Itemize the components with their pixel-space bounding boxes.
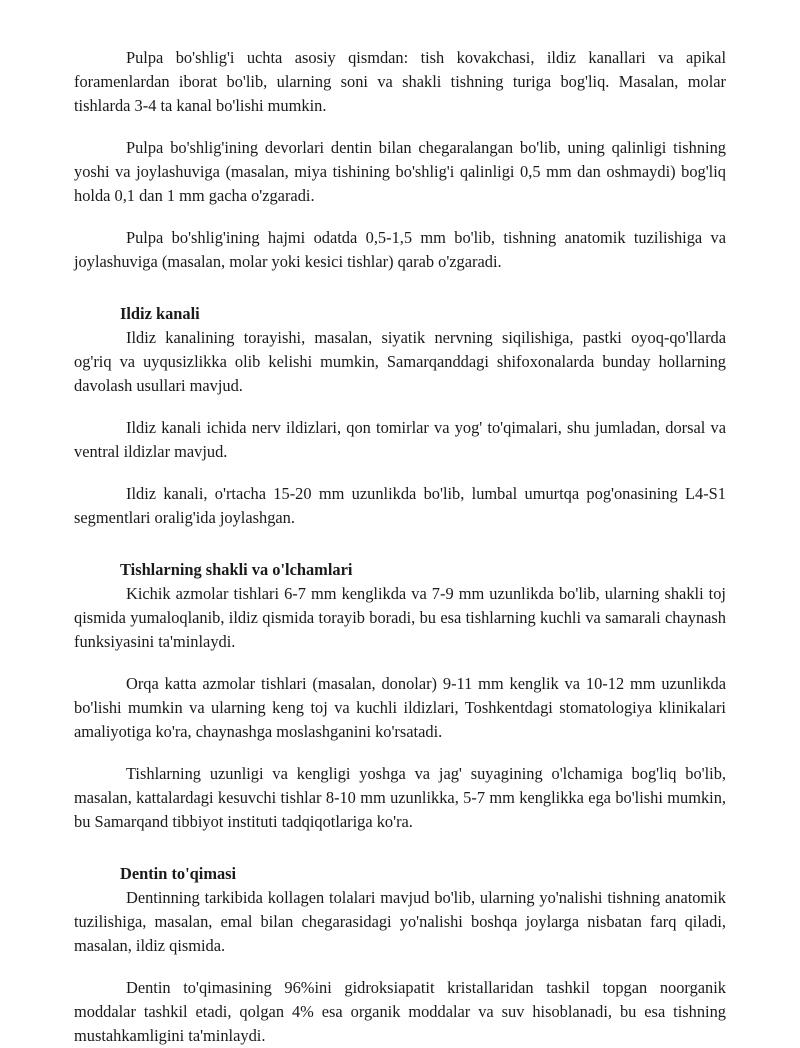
section-paragraph: Kichik azmolar tishlari 6-7 mm kenglikda va 7-9 mm uzunlikda bo'lib, ularning shakli toj qismida yumaloqlanib, ildiz qismida torayib boradi, bu esa tishlarning kuchli va samarali chaynash funksiyasini ta'minlaydi. [74,584,726,651]
intro-paragraph-2: Pulpa bo'shlig'ining devorlari dentin bilan chegaralangan bo'lib, uning qalinligi tishning yoshi va joylashuviga (masalan, miya tishining bo'shlig'i qalinligi 0,5 mm dan oshmaydi) bog'liq holda 0,1 dan 1 mm gacha o'zgaradi. [74,138,726,205]
section-paragraph: Ildiz kanali, o'rtacha 15-20 mm uzunlikda bo'lib, lumbal umurtqa pog'onasining L4-S1 segmentlari oralig'ida joylashgan. [74,484,726,527]
section-heading: Ildiz kanali [120,304,200,323]
section-dentin-toqimasi [74,862,726,1048]
intro-paragraph-1: Pulpa bo'shlig'i uchta asosiy qismdan: tish kovakchasi, ildiz kanallari va apikal foramenlardan iborat bo'lib, ularning soni va shakli tishning turiga bog'liq. Masalan, molar tishlarda 3-4 ta kanal bo'lishi mumkin. [74,48,726,115]
section-paragraph: Ildiz kanali ichida nerv ildizlari, qon tomirlar va yog' to'qimalari, shu jumladan, dorsal va ventral ildizlar mavjud. [74,418,726,461]
section-heading: Dentin to'qimasi [120,864,237,883]
section-tishlarning-shakli [74,558,726,834]
section-heading: Tishlarning shakli va o'lchamlari [120,560,353,579]
section-paragraph: Tishlarning uzunligi va kengligi yoshga va jag' suyagining o'lchamiga bog'liq bo'lib, masalan, kattalardagi kesuvchi tishlar 8-10 mm uzunlikka, 5-7 mm kenglikka ega bo'lishi mumkin, bu Samarqand tibbiyot instituti tadqiqotlariga ko'ra. [74,764,726,831]
section-paragraph: Dentin to'qimasining 96%ini gidroksiapatit kristallaridan tashkil topgan noorganik moddalar tashkil etadi, qolgan 4% esa organik moddalar va suv hisoblanadi, bu esa tishning mustahkamligini ta'minlaydi. [74,978,726,1045]
section-paragraph: Orqa katta azmolar tishlari (masalan, donolar) 9-11 mm kenglik va 10-12 mm uzunlikda bo'lishi mumkin va ularning keng toj va kuchli ildizlari, Toshkentdagi stomatologiya klinikalari amaliyotiga ko'ra, chaynashga moslashganini ko'rsatadi. [74,674,726,741]
section-paragraph: Ildiz kanalining torayishi, masalan, siyatik nervning siqilishiga, pastki oyoq-qo'llarda og'riq va uyqusizlikka olib kelishi mumkin, Samarqanddagi shifoxonalarda bunday hollarning davolash usullari mavjud. [74,328,726,395]
intro-paragraph-3: Pulpa bo'shlig'ining hajmi odatda 0,5-1,5 mm bo'lib, tishning anatomik tuzilishiga va joylashuviga (masalan, molar yoki kesici tishlar) qarab o'zgaradi. [74,228,726,271]
section-paragraph: Dentinning tarkibida kollagen tolalari mavjud bo'lib, ularning yo'nalishi tishning anatomik tuzilishiga, masalan, emal bilan chegarasidagi yo'nalishi boshqa joylarga nisbatan farq qiladi, masalan, ildiz qismida. [74,888,726,955]
section-ildiz-kanali [74,302,726,530]
